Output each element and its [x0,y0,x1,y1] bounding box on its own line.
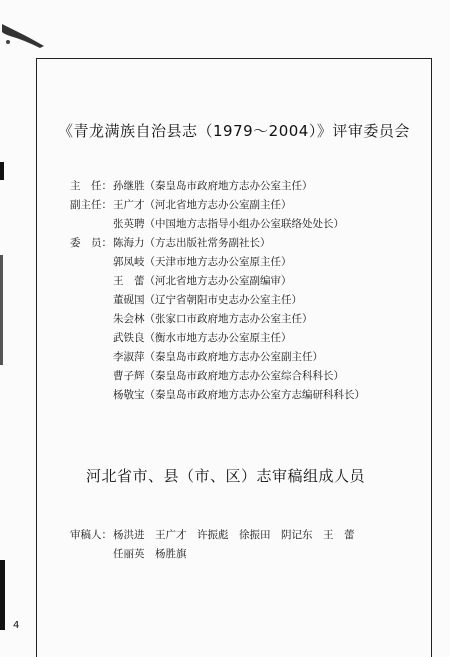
scan-mark [0,162,4,180]
committee-title: 《青龙满族自治县志（1979～2004）》评审委员会 [58,122,410,140]
reviewers-line: 任丽英 杨胜旗 [113,548,187,560]
page-number: 4 [13,620,20,631]
committee-member: 张英聘（中国地方志指导小组办公室联络处处长） [113,218,344,230]
committee-member: 朱会林（张家口市政府地方志办公室主任） [113,313,313,325]
page-border-right [431,58,432,657]
committee-member: 王 蕾（河北省地方志办公室副编审） [113,275,292,287]
reviewers-label: 审稿人： [70,529,112,541]
scan-mark [0,560,5,630]
committee-member: 孙继胜（秦皇岛市政府地方志办公室主任） [113,180,313,192]
committee-member: 郭凤岐（天津市地方志办公室原主任） [113,256,292,268]
committee-role: 主 任： [70,180,112,192]
section-title: 河北省市、县（市、区）志审稿组成人员 [86,467,366,485]
committee-member: 王广才（河北省地方志办公室副主任） [113,199,292,211]
committee-member: 李淑萍（秦皇岛市政府地方志办公室副主任） [113,351,323,363]
committee-member: 武铁良（衡水市地方志办公室原主任） [113,332,292,344]
scan-smudge [0,20,46,50]
committee-member: 董砚国（辽宁省朝阳市史志办公室主任） [113,294,302,306]
committee-member: 陈海力（方志出版社常务副社长） [113,237,271,249]
reviewers-line: 杨洪进 王广才 许振彪 徐振田 阴记东 王 蕾 [113,529,355,541]
page-border-top [36,58,431,59]
page-border-left [36,58,37,657]
committee-member: 杨敬宝（秦皇岛市政府地方志办公室方志编研科科长） [113,389,365,401]
committee-member: 曹子辉（秦皇岛市政府地方志办公室综合科科长） [113,370,344,382]
scan-mark [0,255,3,365]
committee-role: 委 员： [70,237,112,249]
committee-role: 副主任： [70,199,112,211]
